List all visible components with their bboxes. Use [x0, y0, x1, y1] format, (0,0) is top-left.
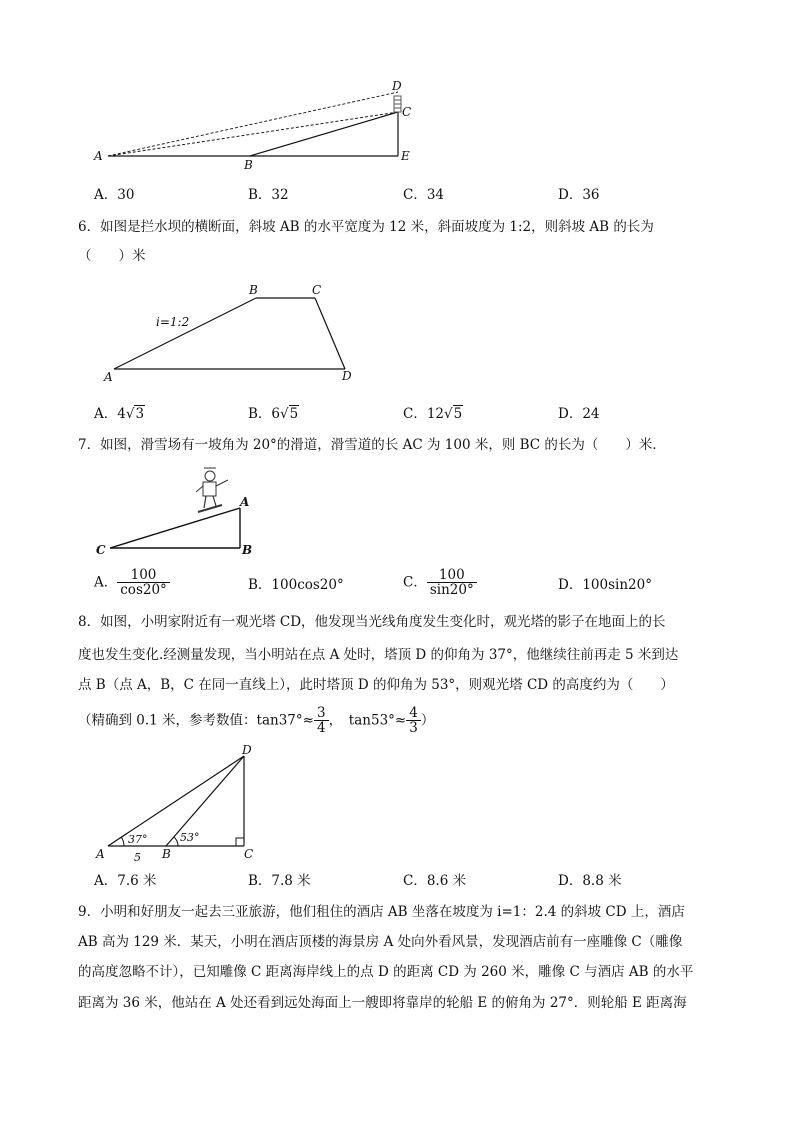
fig6-slope-label: i=1:2: [156, 315, 190, 329]
fig5-label-b: B: [244, 158, 253, 172]
fig8-label-c: C: [244, 847, 254, 861]
figure-q8: [92, 742, 272, 866]
fig6-label-c: C: [312, 283, 322, 297]
q9-text-line2: AB 高为 129 米．某天，小明在酒店顶楼的海景房 A 处向外看风景，发现酒店前有一座雕像 C（雕像: [78, 934, 683, 950]
q6-text-line2: （ ）米: [78, 248, 146, 264]
q5-option-b: B．32: [248, 187, 289, 203]
fig8-angle-a: 37°: [128, 833, 148, 846]
q7-option-b: B．100cos20°: [248, 577, 344, 593]
q7-text-line1: 7．如图，滑雪场有一坡角为 20°的滑道，滑雪道的长 AC 为 100 米，则 BC 的长为（ ）米．: [78, 437, 666, 453]
figure-q5: [90, 78, 420, 173]
fig5-label-c: C: [402, 105, 412, 119]
q7-option-d: D．100sin20°: [558, 577, 652, 593]
fig8-angle-b: 53°: [180, 831, 200, 844]
q5-option-c: C．34: [403, 187, 445, 203]
fig6-label-a: A: [104, 370, 113, 384]
fig7-label-b: B: [242, 543, 253, 557]
q5-option-a: A．30: [94, 187, 135, 203]
sqrt-icon: √: [444, 406, 453, 422]
fig8-label-a: A: [96, 847, 105, 861]
sqrt-icon: √: [280, 406, 289, 422]
fig5-label-a: A: [94, 149, 103, 163]
figure-q7: [92, 462, 262, 562]
q6-option-d: D．24: [558, 406, 600, 422]
fig6-label-d: D: [342, 369, 352, 383]
q6-option-b: B．6√5: [248, 406, 299, 422]
q8-text-line2: 度也发生变化.经测量发现，当小明站在点 A 处时，塔顶 D 的仰角为 37°，他继续往前再走 5 米到达: [78, 647, 679, 663]
q8-option-c: C．8.6 米: [403, 873, 467, 889]
fig5-label-e: E: [401, 149, 410, 163]
q8-option-b: B．7.8 米: [248, 873, 311, 889]
fig7-label-c: C: [96, 543, 106, 557]
q9-text-line1: 9．小明和好朋友一起去三亚旅游，他们租住的酒店 AB 坐落在坡度为 i=1：2.4 的斜坡 CD 上，酒店: [78, 904, 685, 920]
q7-option-c: C． $\frac{100}{\sin 20^\circ}$: [403, 568, 477, 597]
figure-q6: [100, 282, 370, 387]
q6-option-a: A．4√3: [94, 406, 145, 422]
q8-text-line4: （精确到 0.1 米，参考数值：tan37°≈ $\frac{3}{4}$ ， tan53°≈ $\frac{4}{3}$ ）: [78, 705, 435, 736]
fig8-distance: 5: [134, 851, 141, 864]
q8-text-line3: 点 B（点 A，B，C 在同一直线上），此时塔顶 D 的仰角为 53°，则观光塔 CD 的高度约为（ ）: [78, 677, 674, 693]
fig8-label-b: B: [162, 847, 171, 861]
fig7-label-a: A: [240, 495, 250, 509]
q9-text-line4: 距离为 36 米，他站在 A 处还看到远处海面上一艘即将靠岸的轮船 E 的俯角为 27°．则轮船 E 距离海: [78, 995, 687, 1011]
q6-text-line1: 6．如图是拦水坝的横断面，斜坡 AB 的水平宽度为 12 米，斜面坡度为 1:2，则斜坡 AB 的长为: [78, 219, 654, 235]
fig8-label-d: D: [242, 743, 252, 757]
q8-option-d: D．8.8 米: [558, 873, 622, 889]
tower-icon: [394, 96, 401, 112]
q9-text-line3: 的高度忽略不计），已知雕像 C 距离海岸线上的点 D 的距离 CD 为 260 米，雕像 C 与酒店 AB 的水平: [78, 964, 694, 980]
fig6-label-b: B: [249, 283, 258, 297]
q6-option-c: C．12√5: [403, 406, 463, 422]
q7-option-a: A． $\frac{100}{\cos 20^\circ}$: [94, 568, 170, 597]
skier-icon: [196, 468, 228, 512]
sqrt-icon: √: [125, 406, 135, 422]
q5-option-d: D．36: [558, 187, 600, 203]
fig5-label-d: D: [392, 79, 402, 93]
q8-option-a: A．7.6 米: [94, 873, 157, 889]
q8-text-line1: 8．如图，小明家附近有一观光塔 CD，他发现当光线角度发生变化时，观光塔的影子在地面上的长: [78, 614, 666, 630]
